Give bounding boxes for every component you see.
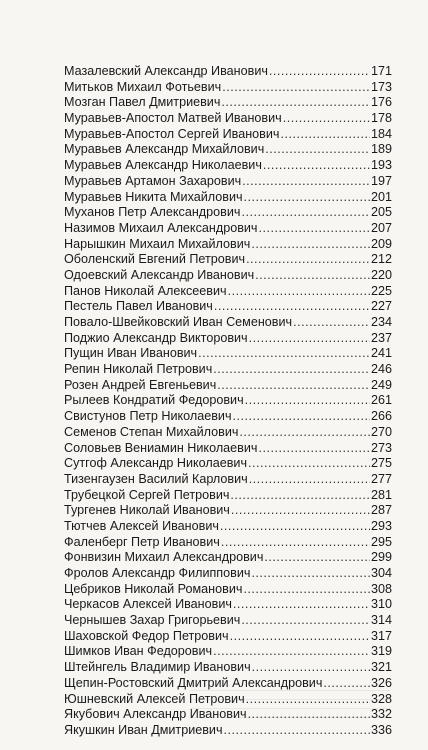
toc-entry-name: Муравьев Александр Николаевич: [64, 158, 262, 173]
toc-entry-page-number: 270: [370, 424, 392, 439]
toc-entry: [64, 158, 392, 174]
toc-entry: [64, 111, 392, 127]
dot-leader: [242, 174, 370, 190]
dot-leader: [283, 111, 370, 127]
toc-entry-page-number: 293: [370, 518, 392, 533]
dot-leader: [221, 95, 370, 111]
toc-entry-name: Репин Николай Петрович: [64, 362, 213, 377]
toc-entry-page-number: 227: [370, 299, 392, 314]
toc-entry-page-number: 304: [370, 566, 392, 580]
toc-entry-name: Тютчев Алексей Иванович: [64, 518, 219, 533]
toc-entry-page-number: 234: [370, 315, 392, 329]
toc-entry-name: Муравьев Артамон Захарович: [64, 173, 242, 188]
show-through-text: [190, 690, 390, 720]
toc-entry: [64, 362, 392, 378]
toc-entry: [64, 237, 392, 253]
toc-entry: [64, 174, 392, 190]
toc-entry-name: Пущин Иван Иванович: [64, 346, 198, 361]
toc-entry: [64, 346, 392, 362]
dot-leader: [213, 362, 370, 378]
toc-entry: [64, 142, 392, 158]
toc-entry: [64, 582, 392, 598]
toc-entry-page-number: 225: [370, 283, 392, 298]
toc-entry-page-number: 336: [370, 722, 392, 737]
dot-leader: [233, 597, 370, 613]
dot-leader: [244, 190, 370, 206]
dot-leader: [251, 566, 370, 582]
dot-leader: [239, 425, 370, 441]
toc-entry-name: Сутгоф Александр Николаевич: [64, 456, 248, 471]
toc-entry-page-number: 220: [370, 267, 392, 282]
toc-entry-name: Семенов Степан Михайлович: [64, 424, 239, 439]
toc-entry: [64, 597, 392, 613]
toc-entry: [64, 644, 392, 660]
toc-entry-page-number: 178: [370, 111, 392, 126]
toc-entry-page-number: 314: [370, 613, 392, 628]
toc-entry-page-number: 197: [370, 173, 392, 188]
toc-entry-name: Муравьев-Апостол Сергей Иванович: [64, 126, 280, 141]
dot-leader: [220, 519, 370, 535]
toc-entry-name: Панов Николай Алексеевич: [64, 283, 227, 298]
dot-leader: [280, 127, 370, 143]
toc-entry-name: Повало-Швейковский Иван Семенович: [64, 315, 293, 329]
dot-leader: [198, 346, 370, 362]
toc-entry-name: Щепин-Ростовский Дмитрий Александрович: [64, 675, 323, 690]
toc-entry: [64, 190, 392, 206]
toc-entry: [64, 268, 392, 284]
toc-entry: [64, 127, 392, 143]
toc-entry-page-number: 261: [370, 393, 392, 408]
toc-entry-page-number: 295: [370, 534, 392, 549]
dot-leader: [214, 299, 370, 315]
toc-entry: [64, 503, 392, 519]
toc-entry-name: Муравьев Александр Михайлович: [64, 142, 265, 157]
toc-entry: [64, 535, 392, 551]
dot-leader: [255, 268, 370, 284]
dot-leader: [258, 441, 370, 457]
dot-leader: [233, 409, 370, 425]
toc-entry-name: Рылеев Кондратий Федорович: [64, 393, 244, 408]
toc-entry-page-number: 277: [370, 471, 392, 486]
toc-entry-name: Трубецкой Сергей Петрович: [64, 487, 230, 502]
dot-leader: [265, 142, 370, 158]
toc-entry-name: Якубович Александр Иванович: [64, 707, 247, 722]
toc-entry: [64, 660, 392, 676]
toc-entry-name: Фролов Александр Филиппович: [64, 566, 251, 580]
toc-entry-name: Юшневский Алексей Петрович: [64, 691, 245, 706]
toc-entry-page-number: 266: [370, 409, 392, 424]
dot-leader: [213, 644, 370, 660]
toc-entry-name: Шаховской Федор Петрович: [64, 628, 229, 643]
toc-entry-name: Фонвизин Михаил Александрович: [64, 550, 264, 565]
toc-entry-name: Одоевский Александр Иванович: [64, 267, 255, 282]
toc-entry-page-number: 193: [370, 158, 392, 173]
dot-leader: [222, 80, 370, 96]
toc-entry-name: Муханов Петр Александрович: [64, 205, 241, 220]
toc-entry: [64, 441, 392, 457]
toc-entry-name: Поджио Александр Викторович: [64, 330, 248, 345]
toc-entry: [64, 629, 392, 645]
dot-leader: [243, 582, 370, 598]
toc-entry: [64, 378, 392, 394]
toc-entry-page-number: 281: [370, 487, 392, 502]
toc-entry-page-number: 212: [370, 252, 392, 267]
toc-entry-name: Цебриков Николай Романович: [64, 581, 243, 596]
table-of-contents: [64, 64, 392, 739]
toc-entry-name: Мозган Павел Дмитриевич: [64, 95, 221, 110]
toc-entry: [64, 566, 392, 582]
toc-entry: [64, 252, 392, 268]
toc-entry-name: Назимов Михаил Александрович: [64, 220, 258, 235]
dot-leader: [293, 315, 370, 331]
toc-entry: [64, 519, 392, 535]
toc-entry-page-number: 319: [370, 644, 392, 659]
dot-leader: [231, 503, 370, 519]
toc-entry: [64, 299, 392, 315]
toc-entry: [64, 488, 392, 504]
dot-leader: [252, 660, 370, 676]
dot-leader: [259, 221, 370, 237]
toc-entry: [64, 95, 392, 111]
toc-entry-page-number: 246: [370, 362, 392, 377]
toc-entry-name: Муравьев Никита Михайлович: [64, 189, 243, 204]
toc-entry: [64, 550, 392, 566]
dot-leader: [248, 456, 370, 472]
toc-entry-name: Черкасов Алексей Иванович: [64, 597, 232, 612]
dot-leader: [245, 393, 370, 409]
dot-leader: [241, 613, 370, 629]
toc-entry-page-number: 273: [370, 440, 392, 455]
toc-entry: [64, 284, 392, 300]
toc-entry-page-number: 308: [370, 581, 392, 596]
dot-leader: [228, 284, 370, 300]
toc-entry-name: Нарышкин Михаил Михайлович: [64, 236, 251, 251]
dot-leader: [246, 252, 370, 268]
dot-leader: [269, 64, 370, 80]
toc-entry-name: Митьков Михаил Фотьевич: [64, 79, 222, 94]
toc-entry: [64, 723, 392, 739]
dot-leader: [264, 550, 370, 566]
toc-entry: [64, 425, 392, 441]
toc-entry-page-number: 189: [370, 142, 392, 157]
toc-entry-name: Соловьев Вениамин Николаевич: [64, 440, 258, 455]
toc-entry-page-number: 299: [370, 550, 392, 565]
toc-entry-name: Тургенев Николай Иванович: [64, 503, 230, 518]
toc-entry-page-number: 326: [370, 675, 392, 690]
toc-entry: [64, 64, 392, 80]
toc-entry-page-number: 328: [370, 691, 392, 706]
toc-entry-name: Шимков Иван Федорович: [64, 644, 213, 659]
toc-entry-page-number: 317: [370, 628, 392, 643]
toc-entry-page-number: 184: [370, 126, 392, 141]
toc-entry-page-number: 332: [370, 707, 392, 722]
toc-entry-page-number: 287: [370, 503, 392, 518]
toc-entry: [64, 331, 392, 347]
toc-entry-page-number: 275: [370, 456, 392, 471]
dot-leader: [251, 237, 370, 253]
toc-entry: [64, 456, 392, 472]
toc-entry: [64, 393, 392, 409]
toc-entry: [64, 221, 392, 237]
toc-entry-page-number: 205: [370, 205, 392, 220]
toc-entry-name: Фаленберг Петр Иванович: [64, 534, 220, 549]
toc-entry: [64, 205, 392, 221]
toc-entry: [64, 613, 392, 629]
toc-entry: [64, 409, 392, 425]
toc-entry-name: Пестель Павел Иванович: [64, 299, 213, 314]
dot-leader: [217, 378, 370, 394]
toc-entry-name: Муравьев-Апостол Матвей Иванович: [64, 111, 282, 126]
toc-entry-name: Мазалевский Александр Иванович: [64, 64, 268, 78]
toc-entry-name: Свистунов Петр Николаевич: [64, 409, 232, 424]
toc-entry-name: Штейнгель Владимир Иванович: [64, 660, 251, 675]
dot-leader: [230, 488, 370, 504]
dot-leader: [263, 158, 370, 174]
toc-entry-name: Чернышев Захар Григорьевич: [64, 613, 241, 628]
toc-entry-page-number: 201: [370, 189, 392, 204]
toc-entry: [64, 315, 392, 331]
toc-entry: [64, 472, 392, 488]
toc-entry-name: Розен Андрей Евгеньевич: [64, 377, 217, 392]
dot-leader: [221, 535, 370, 551]
toc-entry-page-number: 237: [370, 330, 392, 345]
dot-leader: [230, 629, 370, 645]
dot-leader: [249, 472, 370, 488]
toc-entry-page-number: 241: [370, 346, 392, 361]
toc-entry-name: Оболенский Евгений Петрович: [64, 252, 246, 267]
toc-entry-name: Якушкин Иван Дмитриевич: [64, 722, 223, 737]
toc-entry-name: Тизенгаузен Василий Карлович: [64, 471, 248, 486]
dot-leader: [224, 723, 370, 739]
dot-leader: [241, 205, 370, 221]
toc-entry-page-number: 176: [370, 95, 392, 110]
dot-leader: [249, 331, 370, 347]
toc-entry-page-number: 209: [370, 236, 392, 251]
toc-entry-page-number: 207: [370, 220, 392, 235]
toc-entry-page-number: 171: [370, 64, 392, 78]
toc-entry-page-number: 321: [370, 660, 392, 675]
toc-entry: [64, 80, 392, 96]
toc-entry-page-number: 249: [370, 377, 392, 392]
toc-entry-page-number: 310: [370, 597, 392, 612]
toc-entry-page-number: 173: [370, 79, 392, 94]
